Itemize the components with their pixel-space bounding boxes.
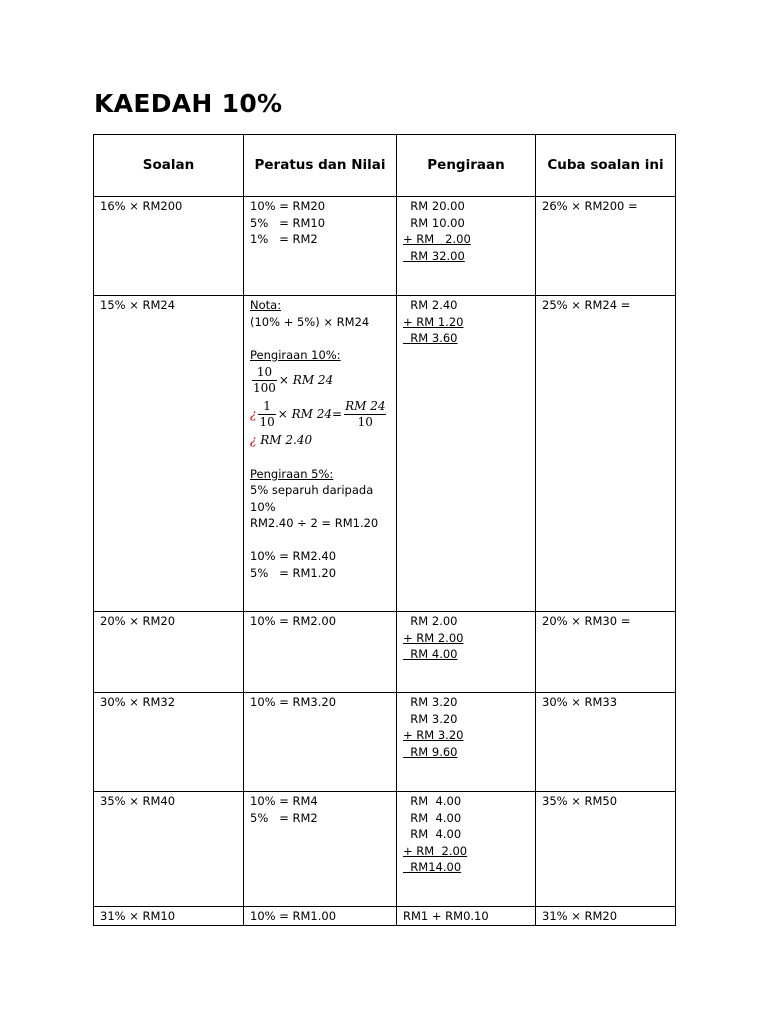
result-term: RM 2.40 [260, 432, 313, 447]
summary-line: 10% = RM2.40 [250, 549, 337, 563]
fraction-denominator: 100 [253, 380, 276, 395]
percentage-table [93, 134, 676, 926]
pengiraan-5-label: Pengiraan 5%: [250, 466, 334, 481]
pengiraan-total: RM 32.00 [403, 248, 465, 263]
peratus-line: 10% = RM4 [250, 794, 318, 808]
cell-cuba [536, 197, 676, 296]
peratus-line: 1% = RM2 [250, 232, 318, 246]
cell-peratus [244, 907, 397, 926]
pengiraan-line: RM1 + RM0.10 [403, 909, 489, 923]
soalan-text: 31% × RM10 [100, 909, 176, 923]
pengiraan-line: RM 10.00 [403, 215, 465, 230]
header-pengiraan: Pengiraan [397, 135, 536, 197]
cell-soalan [94, 693, 244, 792]
pengiraan-line: RM 20.00 [403, 199, 465, 213]
fraction-1-10 [258, 399, 275, 430]
soalan-text: 15% × RM24 [100, 298, 176, 312]
peratus-line: 10% = RM20 [250, 199, 326, 213]
pengiraan-line: RM 2.40 [403, 298, 458, 312]
cell-peratus [244, 197, 397, 296]
cuba-text: 35% × RM50 [542, 794, 618, 808]
equals-symbol: = [332, 406, 343, 421]
cell-soalan [94, 612, 244, 693]
rm24-term: RM 24 [291, 406, 333, 421]
pengiraan-line: + RM 2.00 [403, 630, 464, 645]
pengiraan-line: RM 4.00 [403, 827, 462, 841]
cell-cuba [536, 612, 676, 693]
cuba-text: 20% × RM30 = [542, 614, 631, 628]
math-line-2 [250, 397, 390, 431]
table-row [94, 693, 676, 792]
pengiraan-total: RM 4.00 [403, 647, 458, 661]
math-line-1 [250, 363, 390, 397]
pengiraan-5-line: RM2.40 ÷ 2 = RM1.20 [250, 516, 379, 530]
fraction-numerator: RM 24 [345, 398, 386, 413]
cell-peratus [244, 612, 397, 693]
pengiraan-10-label: Pengiraan 10%: [250, 347, 341, 362]
header-soalan: Soalan [94, 135, 244, 197]
error-glyph: ¿ [250, 432, 257, 447]
cuba-text: 26% × RM200 = [542, 199, 638, 213]
pengiraan-line: RM 3.20 [403, 695, 458, 709]
nota-label: Nota: [250, 298, 282, 312]
peratus-line: 10% = RM1.00 [250, 909, 337, 923]
cell-pengiraan [397, 612, 536, 693]
peratus-line: 5% = RM10 [250, 215, 326, 230]
peratus-line: 5% = RM2 [250, 810, 318, 825]
table-header-row [94, 135, 676, 197]
pengiraan-5-line: 10% [250, 499, 276, 514]
peratus-line: 10% = RM2.00 [250, 614, 337, 628]
cell-soalan [94, 197, 244, 296]
pengiraan-line: RM 3.20 [403, 711, 458, 726]
cell-soalan [94, 792, 244, 907]
table-row [94, 792, 676, 907]
cell-peratus [244, 693, 397, 792]
fraction-rm24-10 [344, 399, 386, 430]
times-symbol: × [278, 372, 289, 387]
cuba-text: 25% × RM24 = [542, 298, 631, 312]
cell-cuba [536, 792, 676, 907]
rm24-term: RM 24 [292, 372, 334, 387]
pengiraan-line: + RM 1.20 [403, 314, 464, 329]
times-symbol: × [277, 406, 288, 421]
soalan-text: 16% × RM200 [100, 199, 183, 213]
cell-pengiraan [397, 296, 536, 612]
soalan-text: 30% × RM32 [100, 695, 176, 709]
table-row [94, 612, 676, 693]
pengiraan-line: RM 4.00 [403, 810, 462, 825]
table-row [94, 197, 676, 296]
peratus-line: 10% = RM3.20 [250, 695, 337, 709]
cell-pengiraan [397, 693, 536, 792]
cell-pengiraan [397, 197, 536, 296]
cell-cuba [536, 296, 676, 612]
fraction-numerator: 10 [252, 365, 277, 381]
pengiraan-line: RM 4.00 [403, 794, 462, 808]
cell-pengiraan [397, 792, 536, 907]
cuba-text: 31% × RM20 [542, 909, 618, 923]
table-row [94, 907, 676, 926]
pengiraan-line: + RM 2.00 [403, 843, 468, 858]
cell-cuba [536, 693, 676, 792]
table-row [94, 296, 676, 612]
page-title: KAEDAH 10% [94, 89, 283, 118]
math-line-3 [250, 431, 390, 449]
cell-soalan [94, 296, 244, 612]
cell-soalan [94, 907, 244, 926]
fraction-10-100 [252, 365, 277, 396]
pengiraan-total: RM 3.60 [403, 331, 458, 345]
summary-line: 5% = RM1.20 [250, 565, 337, 580]
error-glyph: ¿ [250, 406, 257, 421]
fraction-denominator: 10 [357, 414, 373, 429]
fraction-denominator: 10 [259, 414, 275, 429]
cuba-text: 30% × RM33 [542, 695, 618, 709]
cell-peratus [244, 792, 397, 907]
nota-expression: (10% + 5%) × RM24 [250, 314, 370, 329]
pengiraan-line: RM 2.00 [403, 614, 458, 628]
pengiraan-total: RM14.00 [403, 860, 462, 874]
pengiraan-total: RM 9.60 [403, 744, 458, 759]
fraction-numerator: 1 [258, 399, 275, 415]
cell-pengiraan [397, 907, 536, 926]
header-peratus-dan-nilai: Peratus dan Nilai [244, 135, 397, 197]
soalan-text: 20% × RM20 [100, 614, 176, 628]
pengiraan-5-line: 5% separuh daripada [250, 483, 374, 497]
pengiraan-line: + RM 2.00 [403, 232, 471, 246]
header-cuba-soalan-ini: Cuba soalan ini [536, 135, 676, 197]
pengiraan-line: + RM 3.20 [403, 728, 464, 742]
cell-cuba [536, 907, 676, 926]
soalan-text: 35% × RM40 [100, 794, 176, 808]
cell-peratus [244, 296, 397, 612]
